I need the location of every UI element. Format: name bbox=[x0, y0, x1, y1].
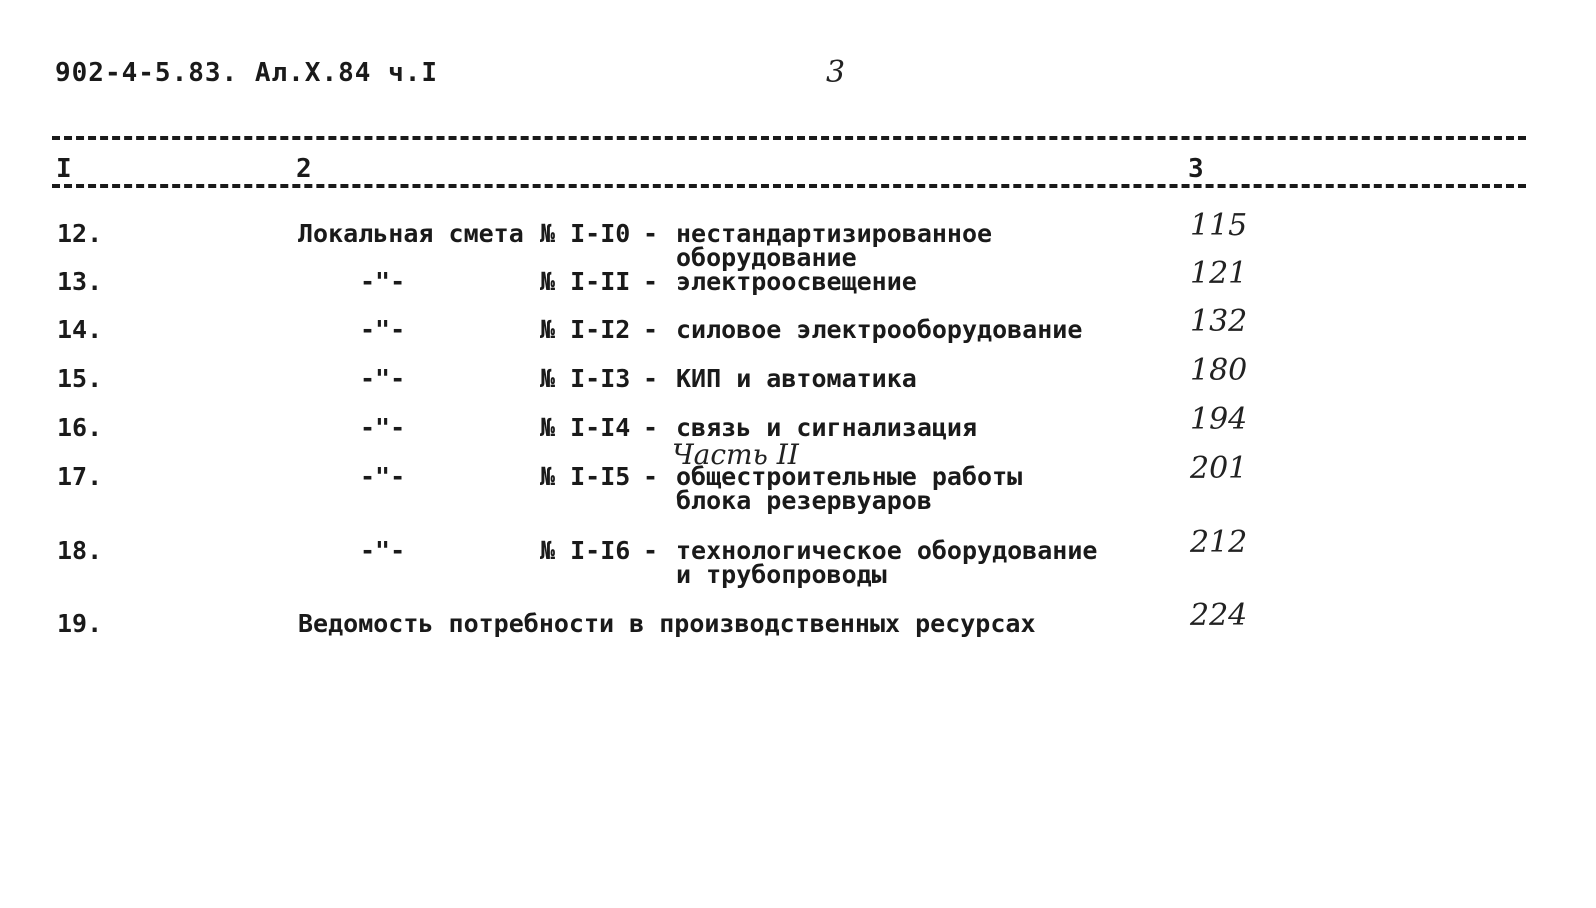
page-reference: 212 bbox=[1190, 525, 1248, 560]
description bbox=[676, 413, 978, 442]
estimate-code: № I-I5 bbox=[540, 462, 631, 491]
estimate-code: № I-I3 bbox=[540, 364, 631, 393]
document-type: -"- bbox=[360, 536, 406, 565]
estimate-code: № I-I4 bbox=[540, 413, 631, 442]
page-reference: 224 bbox=[1190, 598, 1248, 633]
row-number: 18. bbox=[57, 536, 103, 565]
document-type: -"- bbox=[360, 315, 406, 344]
description bbox=[676, 315, 1083, 344]
page-reference: 115 bbox=[1190, 208, 1248, 243]
description bbox=[676, 267, 917, 296]
description-line: силовое электрооборудование bbox=[676, 315, 1083, 344]
separator-dash: - bbox=[643, 536, 659, 565]
page-reference: 180 bbox=[1190, 353, 1248, 388]
row-number: 14. bbox=[57, 315, 103, 344]
document-type: Ведомость потребности в производственных ресурсах bbox=[298, 609, 1036, 638]
page-number: 3 bbox=[826, 55, 846, 90]
handwritten-note: Часть II bbox=[672, 438, 799, 471]
description-line: нестандартизированное bbox=[676, 219, 993, 248]
description bbox=[676, 462, 1023, 515]
separator-dash: - bbox=[643, 413, 659, 442]
document-type: -"- bbox=[360, 364, 406, 393]
description-line: технологическое оборудование bbox=[676, 536, 1098, 565]
description bbox=[676, 536, 1098, 589]
document-type: -"- bbox=[360, 462, 406, 491]
separator-dash: - bbox=[643, 462, 659, 491]
description-line: блока резервуаров bbox=[676, 486, 932, 515]
document-code: 902-4-5.83. Ал.Х.84 ч.I bbox=[55, 58, 439, 88]
separator-dash: - bbox=[643, 219, 659, 248]
document-type: Локальная смета bbox=[298, 219, 524, 248]
description-line: оборудование bbox=[676, 243, 857, 272]
row-number: 13. bbox=[57, 267, 103, 296]
page-reference: 194 bbox=[1190, 402, 1248, 437]
description-line: общестроительные работы bbox=[676, 462, 1023, 491]
page-reference: 201 bbox=[1190, 451, 1248, 486]
page-reference: 121 bbox=[1190, 256, 1248, 291]
row-number: 12. bbox=[57, 219, 103, 248]
document-type: -"- bbox=[360, 413, 406, 442]
document-type: -"- bbox=[360, 267, 406, 296]
separator-dash: - bbox=[643, 315, 659, 344]
column-header-1: I bbox=[56, 154, 72, 184]
description-line: КИП и автоматика bbox=[676, 364, 917, 393]
estimate-code: № I-I6 bbox=[540, 536, 631, 565]
description-line: связь и сигнализация bbox=[676, 413, 978, 442]
description bbox=[676, 219, 993, 272]
row-number: 17. bbox=[57, 462, 103, 491]
row-number: 16. bbox=[57, 413, 103, 442]
estimate-code: № I-I0 bbox=[540, 219, 631, 248]
column-header-2: 2 bbox=[296, 154, 312, 184]
column-header-3: 3 bbox=[1188, 154, 1204, 184]
estimate-code: № I-I2 bbox=[540, 315, 631, 344]
row-number: 15. bbox=[57, 364, 103, 393]
estimate-code: № I-II bbox=[540, 267, 631, 296]
separator-dash: - bbox=[643, 364, 659, 393]
description bbox=[676, 364, 917, 393]
description-line: электроосвещение bbox=[676, 267, 917, 296]
row-number: 19. bbox=[57, 609, 103, 638]
separator-dash: - bbox=[643, 267, 659, 296]
page-reference: 132 bbox=[1190, 304, 1248, 339]
description-line: и трубопроводы bbox=[676, 560, 887, 589]
